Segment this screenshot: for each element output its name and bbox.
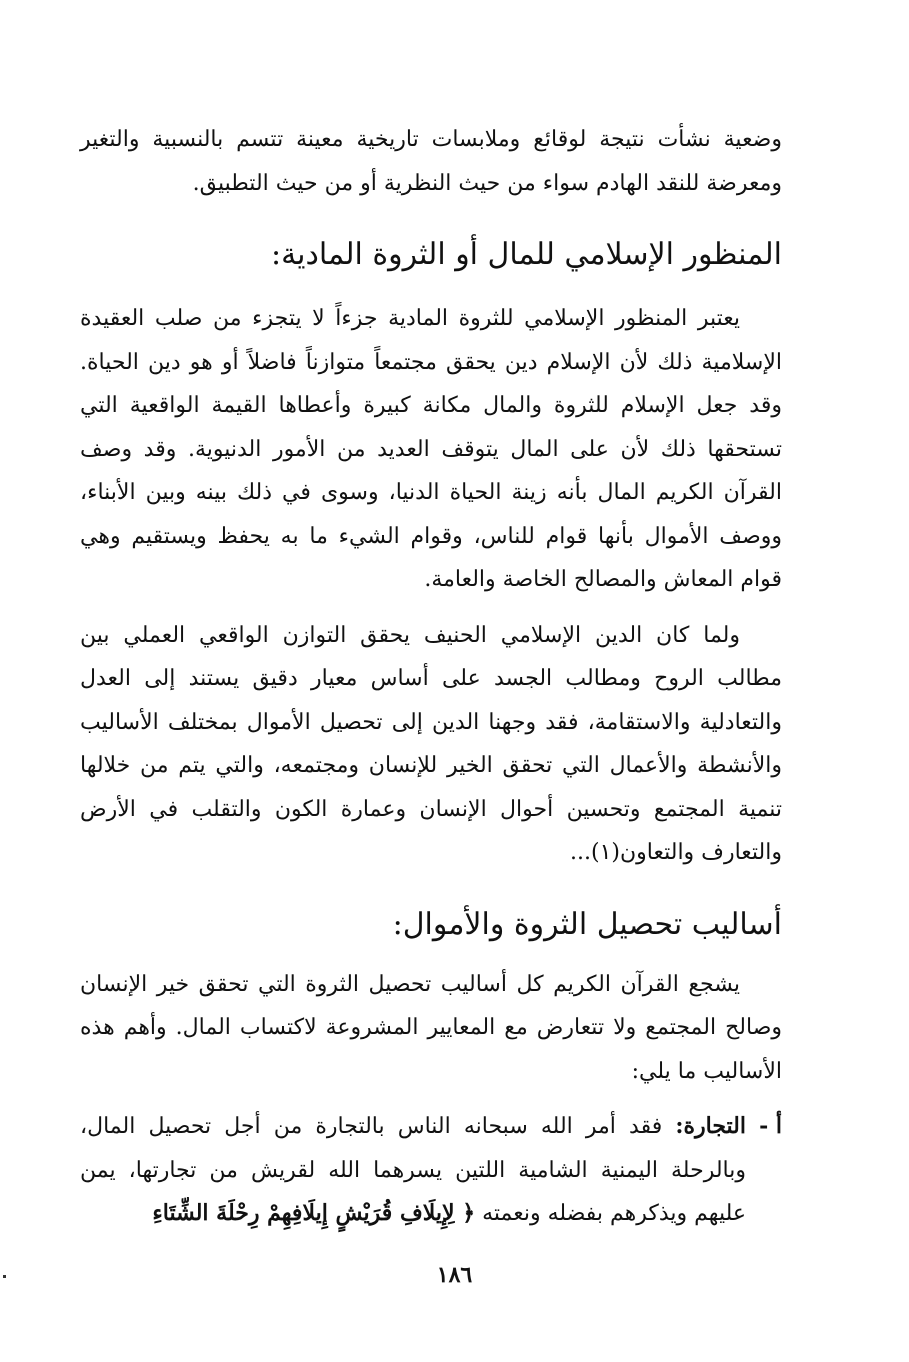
page-number: ١٨٦: [436, 1262, 473, 1288]
scan-edge-mark: [3, 1275, 6, 1278]
continuation-paragraph: وضعية نشأت نتيجة لوقائع وملابسات تاريخية معينة تتسم بالنسبية والتغير ومعرضة للنقد الهادم سواء من حيث النظرية أو من حيث التطبيق.: [80, 127, 782, 196]
section-heading-wealth-methods: أساليب تحصيل الثروة والأموال:: [392, 906, 782, 942]
list-item-term: التجارة:: [675, 1113, 746, 1139]
section-intro-paragraph: يشجع القرآن الكريم كل أساليب تحصيل الثروة التي تحقق خير الإنسان وصالح المجتمع ولا تتعارض مع المعايير المشروعة لاكتساب المال. وأهم هذه الأساليب ما يلي:: [80, 971, 782, 1084]
body-paragraph-1: يعتبر المنظور الإسلامي للثروة المادية جزءاً لا يتجزء من صلب العقيدة الإسلامية ذلك لأن الإسلام دين يحقق مجتمعاً متوازناً فاضلاً أو هو دين الحياة. وقد جعل الإسلام للثروة والمال مكانة كبيرة وأعطاها القيمة الواقعية التي تستحقها ذلك لأن على المال يتوقف العديد من الأمور الدنيوية. وقد وصف القرآن الكريم المال بأنه زينة الحياة الدنيا، وسوى في ذلك بينه وبين الأبناء، ووصف الأموال بأنها قوام للناس، وقوام الشيء ما به يحفظ ويستقيم وهي قوام المعاش والمصالح الخاصة والعامة.: [80, 306, 782, 592]
list-item-body: [80, 1105, 746, 1236]
list-item-trade: [80, 1105, 782, 1236]
body-paragraph-2: ولما كان الدين الإسلامي الحنيف يحقق التوازن الواقعي العملي بين مطالب الروح ومطالب الجسد على أساس معيار دقيق يستند إلى العدل والتعادلية والاستقامة، فقد وجهنا الدين إلى تحصيل الأموال بمختلف الأساليب والأنشطة والأعمال التي تحقق الخير للإنسان ومجتمعه، والتي يتم من خلالها تنمية المجتمع وتحسين أحوال الإنسان وعمارة الكون والتقلب في الأرض والتعارف والتعاون(١)...: [80, 622, 782, 865]
quran-verse: ﴿ لِإِيلَافِ قُرَيْشٍ إِيلَافِهِمْ رِحْلَةَ الشِّتَاءِ: [152, 1200, 476, 1226]
list-item-marker: أ -: [759, 1113, 782, 1139]
list-item-text: فقد أمر الله سبحانه الناس بالتجارة من أجل تحصيل المال، وبالرحلة اليمنية الشامية اللتين يسرهما الله لقريش من تجارتها، يمن عليهم ويذكرهم بفضله ونعمته: [80, 1114, 746, 1226]
page-content: [80, 118, 782, 1236]
section-heading-islamic-perspective: المنظور الإسلامي للمال أو الثروة المادية:: [270, 237, 782, 272]
